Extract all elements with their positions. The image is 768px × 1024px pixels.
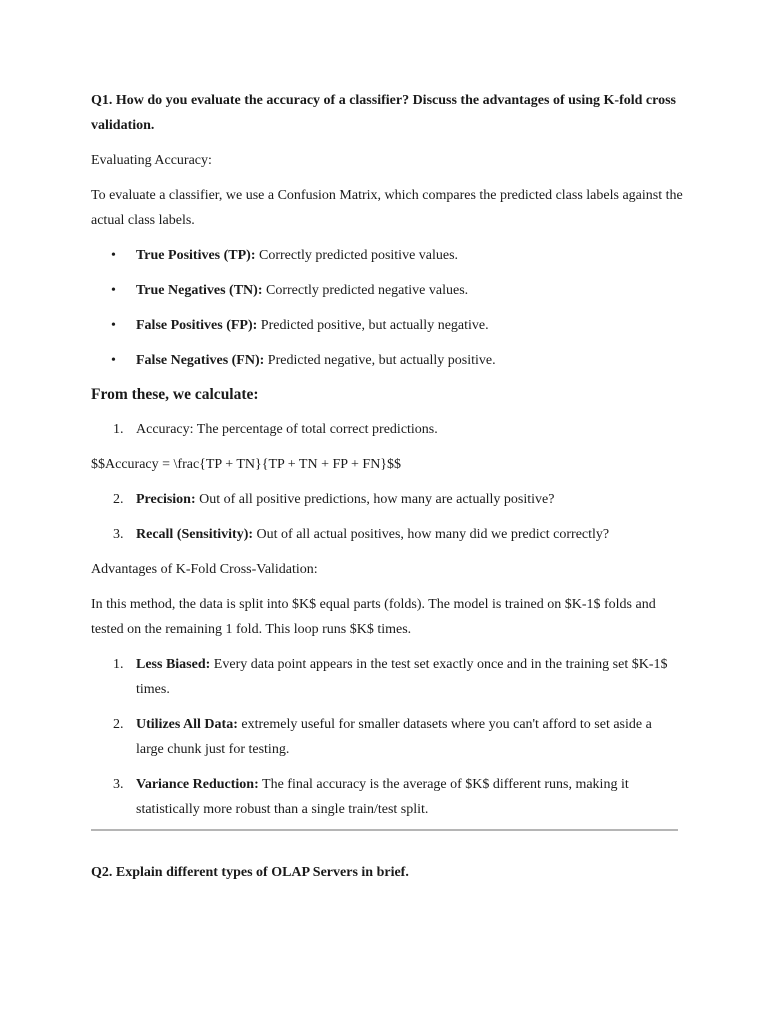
list-item xyxy=(91,243,683,268)
list-number: 2. xyxy=(113,492,124,507)
advantage-label: Less Biased: xyxy=(136,657,211,672)
kfold-intro: In this method, the data is split into $K$ equal parts (folds). The model is trained on $K-1$ folds and tested on the remaining 1 fold. This loop runs $K$ times. xyxy=(91,597,656,637)
q1-title: Q1. How do you evaluate the accuracy of a classifier? Discuss the advantages of using K-fold cross validation. xyxy=(91,93,676,133)
metric-description: Accuracy: The percentage of total correct predictions. xyxy=(136,422,438,437)
term-label: False Negatives (FN): xyxy=(136,353,265,368)
list-item xyxy=(91,772,683,822)
advantage-description: extremely useful for smaller datasets where you can't afford to set aside a large chunk just for testing. xyxy=(136,717,652,757)
metric-label: Precision: xyxy=(136,492,196,507)
kfold-advantages-list xyxy=(91,652,683,822)
list-number: 3. xyxy=(113,527,124,542)
horizontal-divider xyxy=(91,829,678,831)
term-description: Predicted negative, but actually positive. xyxy=(264,353,496,368)
evaluating-accuracy-heading: Evaluating Accuracy: xyxy=(91,153,212,168)
list-number: 1. xyxy=(113,422,124,437)
list-item xyxy=(91,712,683,762)
term-label: False Positives (FP): xyxy=(136,318,258,333)
metric-label: Recall (Sensitivity): xyxy=(136,527,254,542)
accuracy-formula: $$Accuracy = \frac{TP + TN}{TP + TN + FP + FN}$$ xyxy=(91,457,402,472)
bullet-icon: • xyxy=(111,248,116,263)
advantage-label: Utilizes All Data: xyxy=(136,717,238,732)
calculate-heading: From these, we calculate: xyxy=(91,386,259,403)
advantage-description: Every data point appears in the test set exactly once and in the training set $K-1$ times. xyxy=(136,657,668,697)
list-number: 2. xyxy=(113,717,124,732)
list-item xyxy=(91,278,683,303)
q2-title: Q2. Explain different types of OLAP Servers in brief. xyxy=(91,865,409,880)
bullet-icon: • xyxy=(111,353,116,368)
list-item xyxy=(91,487,683,512)
q1-section xyxy=(91,88,683,822)
accuracy-metric-list xyxy=(91,417,683,442)
q2-section xyxy=(91,860,683,885)
term-description: Predicted positive, but actually negative. xyxy=(257,318,489,333)
metric-description: Out of all positive predictions, how many are actually positive? xyxy=(195,492,555,507)
term-label: True Negatives (TN): xyxy=(136,283,263,298)
term-label: True Positives (TP): xyxy=(136,248,256,263)
list-item xyxy=(91,313,683,338)
term-description: Correctly predicted positive values. xyxy=(255,248,459,263)
confusion-matrix-terms-list xyxy=(91,243,683,373)
list-item xyxy=(91,348,683,373)
confusion-matrix-intro: To evaluate a classifier, we use a Confusion Matrix, which compares the predicted class labels against the actual class labels. xyxy=(91,188,683,228)
list-number: 3. xyxy=(113,777,124,792)
bullet-icon: • xyxy=(111,283,116,298)
list-item xyxy=(91,652,683,702)
metric-description: Out of all actual positives, how many did we predict correctly? xyxy=(253,527,610,542)
kfold-heading: Advantages of K-Fold Cross-Validation: xyxy=(91,562,318,577)
list-number: 1. xyxy=(113,657,124,672)
advantage-description: The final accuracy is the average of $K$ different runs, making it statistically more robust than a single train/test split. xyxy=(136,777,629,817)
term-description: Correctly predicted negative values. xyxy=(262,283,469,298)
advantage-label: Variance Reduction: xyxy=(136,777,259,792)
list-item xyxy=(91,522,683,547)
list-item xyxy=(91,417,683,442)
precision-recall-list xyxy=(91,487,683,547)
bullet-icon: • xyxy=(111,318,116,333)
